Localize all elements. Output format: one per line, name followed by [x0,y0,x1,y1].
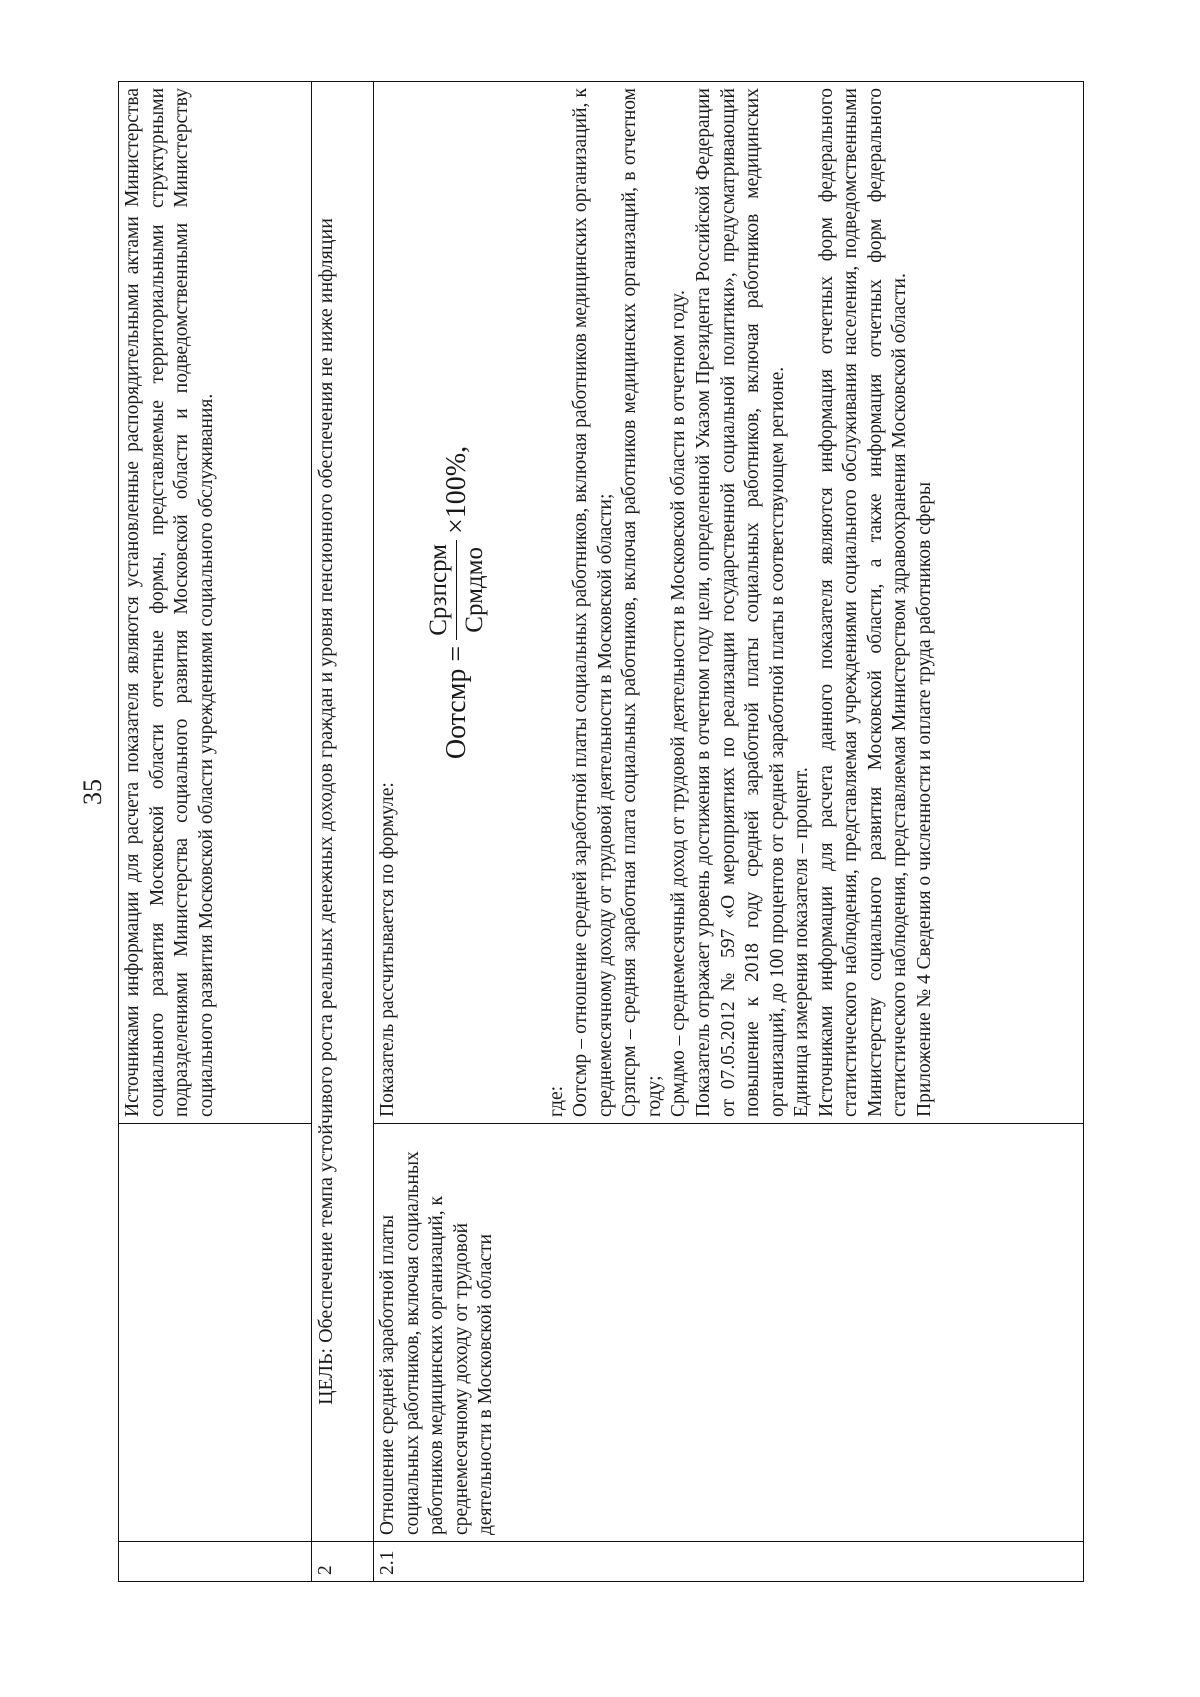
formula [423,88,491,1117]
table-row-goal [312,82,374,1582]
formula-numerator: Срзпсрм [423,540,458,640]
definition-item: Срзпсрм – средняя заработная плата социальных работников, включая работников медицинских организаций, в отчетном году; [619,88,665,1117]
goal-heading: ЦЕЛЬ: Обеспечение темпа устойчивого роста реальных денежных доходов граждан и уровня пенсионного обеспечения не ниже инфляции [312,82,374,1542]
definition-item: Оотсмр – отношение средней заработной платы социальных работников, включая работников медицинских организаций, к среднемесячному доходу от трудовой деятельности в Московской области; [570,88,616,1117]
goal-number-cell: 2 [312,1542,374,1582]
indicator-name-cell: Отношение средней заработной платы социальных работников, включая социальных работников медицинских организаций, к среднемесячному доходу от трудовой деятельности в Московской области [374,1124,1084,1542]
table-row-sources [119,82,312,1582]
row-number-cell [119,1542,312,1582]
paragraph: Показатель отражает уровень достижения в отчетном году цели, определенной Указом Президента Российской Федерации от 07.05.2012 № 597 «О мероприятиях по реализации государственной социальной политики», предусматривающий повышение к 2018 году средней заработной платы социальных работников, включая работников медицинских организаций, до 100 процентов от средней заработной платы в соответствующем регионе. [692,88,788,1117]
definition-item: Срмдмо – среднемесячный доход от трудовой деятельности в Московской области в отчетном году. [668,290,690,1117]
formula-lhs: Оотсмр = [440,645,472,760]
formula-tail: ×100%, [440,445,472,534]
page-number: 35 [78,779,107,805]
formula-intro: Показатель рассчитывается по формуле: [377,782,398,1117]
indicator-table [118,81,1084,1582]
indicator-name-cell [119,1124,312,1542]
paragraph: Источниками информации для расчета данного показателя являются информация отчетных форм федерального статистического наблюдения, представляемая учреждениями социального обслуживания населения, подведомственными Министерству социального развития Московской области, а также информация отчетных форм федерального статистического наблюдения, представляемая Министерством здравоохранения Московской области. [815,88,911,1117]
table-row-indicator [374,82,1084,1582]
indicator-description-cell [374,82,1084,1124]
where-label: где: [545,1085,567,1117]
formula-fraction [423,540,491,640]
formula-denominator: Срмдмо [461,547,489,633]
paragraph: Единица измерения показателя – процент. [791,767,813,1117]
document-sheet [118,82,1086,1582]
description-cell: Источниками информации для расчета показателя являются установленные распорядительными актами Министерства социального развития Московской области отчетные формы, представляемые территориальными структурными подразделениями Министерства социального развития Московской области и подведомственными Министерству социального развития Московской области учреждениями социального обслуживания. [119,82,312,1124]
paragraph: Приложение № 4 Сведения о численности и оплате труда работников сферы [914,481,935,1117]
indicator-number-cell: 2.1 [374,1542,1084,1582]
